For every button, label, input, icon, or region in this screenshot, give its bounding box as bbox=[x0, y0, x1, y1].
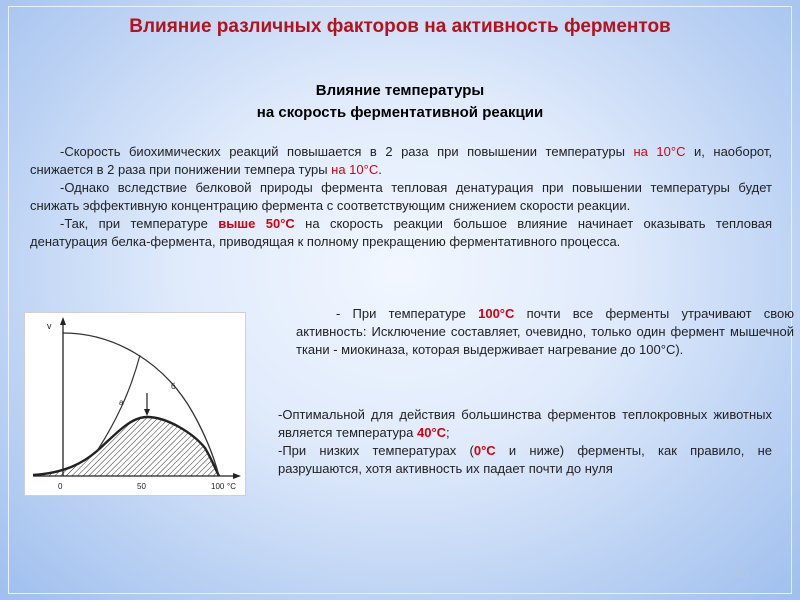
subtitle-line-2: на скорость ферментативной реакции bbox=[256, 104, 544, 121]
x-axis-arrow bbox=[233, 473, 241, 479]
low-temperature-paragraph: -При низких температурах (0°С и ниже) ферменты, как правило, не разрушаются, хотя активность их падает почти до нуля bbox=[278, 443, 772, 476]
subtitle-line-1: Влияние температуры bbox=[315, 82, 485, 99]
optimum-40-paragraph: -Оптимальной для действия большинства ферментов теплокровных животных является температура 40°С; bbox=[278, 407, 772, 440]
optimum-arrow-head bbox=[144, 409, 150, 416]
x-tick-0: 0 bbox=[58, 482, 63, 491]
slide-subtitle bbox=[0, 80, 800, 124]
x-axis-unit: °C bbox=[227, 482, 236, 491]
rate-doubling-paragraph: -Скорость биохимических реакций повышается в 2 раза при повышении температуры на 10°С и, наоборот, снижается в 2 раза при понижении темпера туры на 10°С. bbox=[30, 144, 773, 177]
page-number: 40 bbox=[734, 566, 749, 581]
y-axis-arrow bbox=[60, 317, 66, 325]
curve-b-label: б bbox=[171, 382, 176, 391]
x-tick-50: 50 bbox=[137, 482, 146, 491]
myokinase-paragraph: - При температуре 100°С почти все ферменты утрачивают свою активность: Исключение составляет, очевидно, только один фермент мышечной ткани - миокиназа, которая выдерживает нагревание до 100°С). bbox=[296, 306, 794, 357]
denaturation-paragraph: -Однако вследствие белковой природы фермента тепловая денатурация при повышении температуры будет снижать эффективную концентрацию фермента с соответствующим снижением скорости реакции. bbox=[30, 180, 772, 213]
temperature-100-text bbox=[296, 305, 794, 359]
temperature-activity-chart bbox=[24, 312, 246, 496]
y-axis-label: v bbox=[47, 321, 52, 331]
above-50-paragraph: -Так, при температуре выше 50°С на скорость реакции большое влияние начинает оказывать тепловая денатурация белка-фермента, приводящая к полному прекращению ферментативного процесса. bbox=[30, 216, 772, 249]
temperature-effects-text bbox=[30, 143, 772, 251]
x-tick-100: 100 bbox=[211, 482, 225, 491]
chart-svg bbox=[25, 313, 245, 495]
slide-title: Влияние различных факторов на активность ферментов bbox=[129, 16, 671, 37]
optimum-temperature-text bbox=[278, 406, 772, 478]
curve-a-label: а bbox=[119, 398, 124, 407]
